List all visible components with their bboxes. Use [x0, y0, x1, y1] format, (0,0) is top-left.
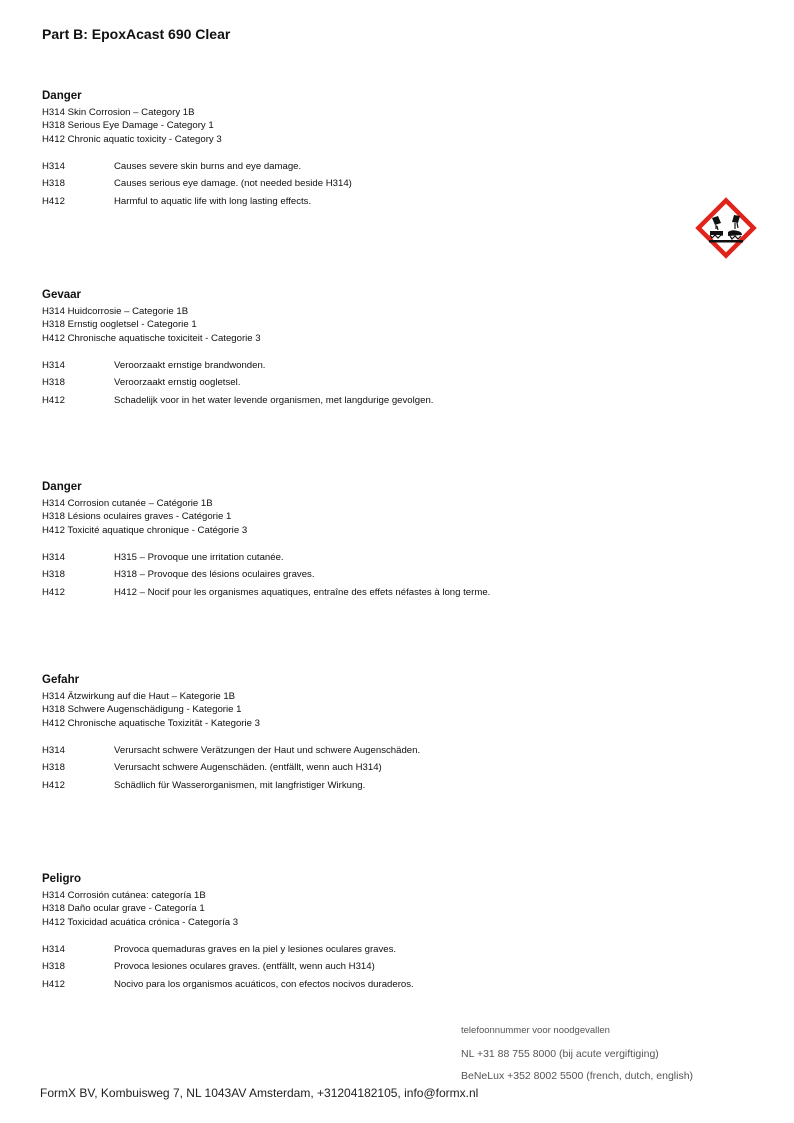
statement-text: Schädlich für Wasserorganismen, mit langfristiger Wirkung. [114, 779, 366, 791]
statement-text: Harmful to aquatic life with long lasting effects. [114, 195, 312, 207]
statement-code: H412 [42, 978, 65, 990]
classification-line: H314 Huidcorrosie – Categorie 1B [42, 306, 189, 317]
signal-word: Gefahr [42, 674, 80, 686]
statement-code: H318 [42, 961, 65, 973]
hazard-section-german [42, 673, 682, 794]
classification-line: H318 Serious Eye Damage - Category 1 [42, 120, 214, 132]
classification-line: H318 Ernstig oogletsel - Categorie 1 [42, 319, 197, 331]
hazard-statement [42, 566, 682, 584]
hazard-statement [42, 357, 682, 375]
hazard-statement [42, 158, 682, 176]
classification-line: H314 Corrosion cutanée – Catégorie 1B [42, 498, 213, 509]
classification-line: H412 Toxicidad acuática crónica - Categoría 3 [42, 916, 239, 928]
hazard-statements [42, 742, 682, 795]
company-footer: FormX BV, Kombuisweg 7, NL 1043AV Amsterdam, +31204182105, info@formx.nl [40, 1086, 479, 1100]
hazard-statements [42, 549, 682, 602]
hazard-statement [42, 584, 682, 602]
statement-text: Verursacht schwere Verätzungen der Haut und schwere Augenschäden. [114, 744, 421, 756]
statement-code: H314 [42, 943, 65, 955]
statement-code: H314 [42, 359, 65, 371]
statement-text: Schadelijk voor in het water levende organismen, met langdurige gevolgen. [114, 394, 434, 406]
hazard-statement [42, 777, 682, 795]
emergency-label: telefoonnummer voor noodgevallen [461, 1025, 610, 1036]
hazard-statement [42, 549, 682, 567]
statement-code: H412 [42, 779, 65, 791]
classification-line: H412 Chronische aquatische Toxizität - Kategorie 3 [42, 717, 260, 729]
classification-line: H412 Toxicité aquatique chronique - Catégorie 3 [42, 524, 248, 536]
statement-text: Veroorzaakt ernstige brandwonden. [114, 359, 266, 371]
hazard-statement [42, 374, 682, 392]
signal-word: Peligro [42, 873, 81, 885]
hazard-section-spanish [42, 872, 682, 993]
statement-code: H314 [42, 160, 65, 172]
classification-line: H318 Lésions oculaires graves - Catégorie 1 [42, 511, 232, 523]
hazard-section-french [42, 480, 682, 601]
hazard-statement [42, 759, 682, 777]
hazard-statement [42, 976, 682, 994]
signal-word: Danger [42, 90, 82, 102]
statement-code: H318 [42, 569, 65, 581]
hazard-statement [42, 175, 682, 193]
statement-code: H314 [42, 551, 65, 563]
hazard-statement [42, 193, 682, 211]
hazard-section-dutch [42, 288, 682, 409]
statement-text: H318 – Provoque des lésions oculaires graves. [114, 569, 315, 581]
statement-text: Veroorzaakt ernstig oogletsel. [114, 377, 241, 389]
statement-code: H412 [42, 586, 65, 598]
statement-code: H314 [42, 744, 65, 756]
emergency-phone-benelux: BeNeLux +352 8002 5500 (french, dutch, english) [461, 1070, 694, 1082]
classification-line: H318 Daño ocular grave - Categoría 1 [42, 903, 205, 915]
statement-text: H315 – Provoque une irritation cutanée. [114, 551, 284, 563]
emergency-phone-nl: NL +31 88 755 8000 (bij acute vergiftiging) [461, 1048, 659, 1060]
statement-text: H412 – Nocif pour les organismes aquatiques, entraîne des effets néfastes à long terme. [114, 586, 491, 598]
statement-text: Verursacht schwere Augenschäden. (entfällt, wenn auch H314) [114, 762, 382, 774]
statement-code: H318 [42, 377, 65, 389]
statement-code: H412 [42, 394, 65, 406]
hazard-section-english [42, 89, 682, 210]
statement-text: Causes serious eye damage. (not needed beside H314) [114, 178, 352, 190]
classification-line: H318 Schwere Augenschädigung - Kategorie 1 [42, 704, 242, 716]
ghs05-corrosion-icon [694, 196, 758, 260]
statement-code: H412 [42, 195, 65, 207]
classification-line: H314 Ätzwirkung auf die Haut – Kategorie 1B [42, 691, 236, 702]
page-title: Part B: EpoxAcast 690 Clear [42, 26, 231, 42]
hazard-statements [42, 941, 682, 994]
emergency-contact [461, 1024, 693, 1087]
statement-code: H318 [42, 762, 65, 774]
signal-word: Gevaar [42, 289, 82, 301]
statement-text: Provoca quemaduras graves en la piel y lesiones oculares graves. [114, 943, 397, 955]
classification-line: H314 Skin Corrosion – Category 1B [42, 107, 195, 118]
statement-code: H318 [42, 178, 65, 190]
signal-word: Danger [42, 481, 82, 493]
hazard-statement [42, 941, 682, 959]
hazard-statements [42, 158, 682, 211]
hazard-statements [42, 357, 682, 410]
statement-text: Nocivo para los organismos acuáticos, con efectos nocivos duraderos. [114, 978, 414, 990]
classification-line: H412 Chronic aquatic toxicity - Category 3 [42, 133, 222, 145]
statement-text: Provoca lesiones oculares graves. (entfällt, wenn auch H314) [114, 961, 375, 973]
hazard-statement [42, 392, 682, 410]
hazard-statement [42, 958, 682, 976]
statement-text: Causes severe skin burns and eye damage. [114, 160, 302, 172]
classification-line: H314 Corrosión cutánea: categoría 1B [42, 890, 206, 901]
hazard-statement [42, 742, 682, 760]
classification-line: H412 Chronische aquatische toxiciteit - Categorie 3 [42, 332, 261, 344]
